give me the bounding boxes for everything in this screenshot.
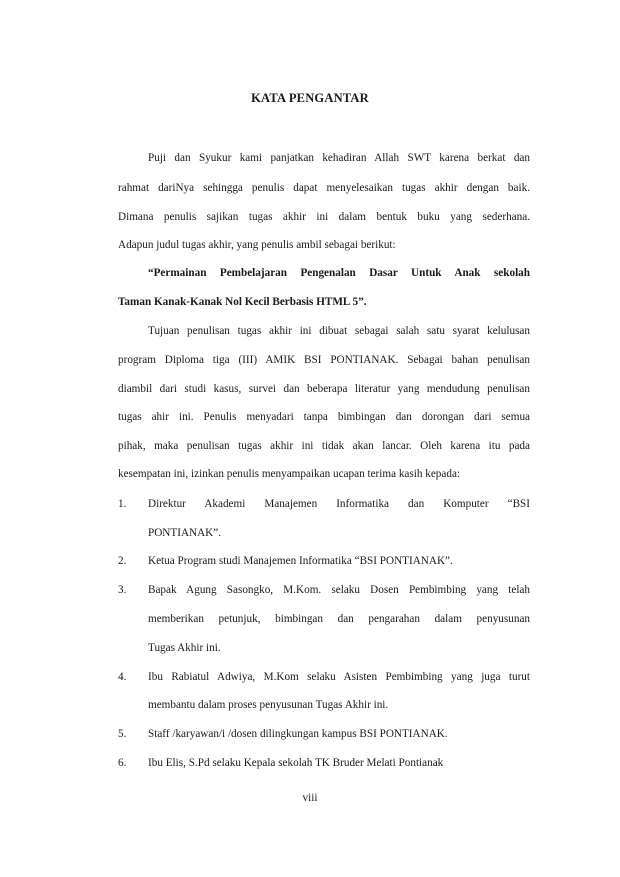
list-item-line: Bapak Agung Sasongko, M.Kom. selaku Dosen Pembimbing yang telah xyxy=(148,584,530,596)
judul-line: “Permainan Pembelajaran Pengenalan Dasar Untuk Anak sekolah xyxy=(148,267,530,279)
paragraph-line: diambil dari studi kasus, survei dan beberapa literatur yang mendudung penulisan xyxy=(118,383,530,395)
list-item-line: Tugas Akhir ini. xyxy=(148,642,221,654)
list-number: 5. xyxy=(118,728,127,740)
list-number: 1. xyxy=(118,498,127,510)
paragraph-line: program Diploma tiga (III) AMIK BSI PONTIANAK. Sebagai bahan penulisan xyxy=(118,354,530,366)
paragraph-line: rahmat dariNya sehingga penulis dapat menyelesaikan tugas akhir dengan baik. xyxy=(118,182,530,194)
list-number: 6. xyxy=(118,757,127,769)
list-item-line: Ibu Rabiatul Adwiya, M.Kom selaku Asisten Pembimbing yang juga turut xyxy=(148,671,530,683)
list-number: 3. xyxy=(118,584,127,596)
list-item-line: Ketua Program studi Manajemen Informatika “BSI PONTIANAK”. xyxy=(148,555,453,567)
paragraph-line: Adapun judul tugas akhir, yang penulis ambil sebagai berikut: xyxy=(118,239,396,251)
list-item-line: Direktur Akademi Manajemen Informatika dan Komputer “BSI xyxy=(148,498,530,510)
list-number: 4. xyxy=(118,671,127,683)
page-number: viii xyxy=(302,792,318,804)
list-item-line: PONTIANAK”. xyxy=(148,527,222,539)
list-item-line: Ibu Elis, S.Pd selaku Kepala sekolah TK Bruder Melati Pontianak xyxy=(148,757,444,769)
paragraph-line: Tujuan penulisan tugas akhir ini dibuat sebagai salah satu syarat kelulusan xyxy=(148,325,530,337)
page-title: KATA PENGANTAR xyxy=(251,91,369,105)
paragraph-line: Puji dan Syukur kami panjatkan kehadiran Allah SWT karena berkat dan xyxy=(148,152,530,164)
list-item-line: memberikan petunjuk, bimbingan dan pengarahan dalam penyusunan xyxy=(148,613,530,625)
judul-line: Taman Kanak-Kanak Nol Kecil Berbasis HTML 5”. xyxy=(118,296,367,308)
paragraph-line: kesempatan ini, izinkan penulis menyampaikan ucapan terima kasih kepada: xyxy=(118,468,461,480)
list-number: 2. xyxy=(118,555,127,567)
paragraph-line: tugas ahir ini. Penulis menyadari tanpa bimbingan dan dorongan dari semua xyxy=(118,411,530,423)
paragraph-line: Dimana penulis sajikan tugas akhir ini dalam bentuk buku yang sederhana. xyxy=(118,211,530,223)
list-item-line: membantu dalam proses penyusunan Tugas Akhir ini. xyxy=(148,699,389,711)
list-item-line: Staff /karyawan/i /dosen dilingkungan kampus BSI PONTIANAK. xyxy=(148,728,448,740)
paragraph-line: pihak, maka penulisan tugas akhir ini tidak akan lancar. Oleh karena itu pada xyxy=(118,440,530,452)
